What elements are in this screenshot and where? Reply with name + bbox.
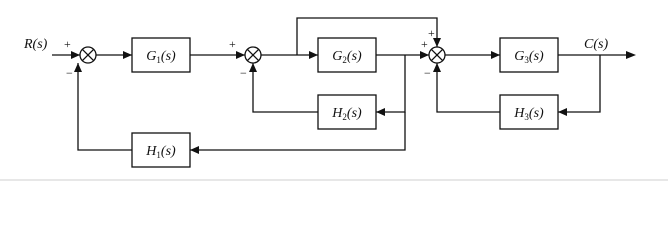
svg-text:G1(s) bbox=[146, 49, 176, 65]
s3-plus-top-sign: + bbox=[428, 26, 435, 40]
g2-arg: (s) bbox=[346, 49, 362, 64]
g1-main: G bbox=[146, 49, 157, 64]
svg-text:G2(s) bbox=[332, 49, 362, 65]
s2-minus-sign: − bbox=[240, 66, 247, 80]
block-g2 bbox=[318, 38, 376, 72]
g3-arg: (s) bbox=[528, 49, 544, 64]
wire-h2-return bbox=[253, 63, 318, 112]
svg-text:H1(s) bbox=[145, 144, 176, 160]
g3-sub: 3 bbox=[524, 55, 529, 65]
wire-h2-pickoff bbox=[376, 55, 405, 112]
block-h2 bbox=[318, 95, 376, 129]
svg-text:G3(s) bbox=[514, 49, 544, 65]
summing-junction-2 bbox=[245, 47, 261, 63]
h2-main: H bbox=[332, 106, 343, 121]
summing-junction-3 bbox=[429, 47, 445, 63]
h2-sub: 2 bbox=[342, 112, 347, 122]
arrow-into-g1 bbox=[123, 51, 132, 59]
arrow-into-h1 bbox=[190, 146, 199, 154]
s3-plus-left-sign: + bbox=[421, 37, 428, 51]
arrow-into-g3 bbox=[491, 51, 500, 59]
g1-arg: (s) bbox=[160, 49, 176, 64]
s1-plus-sign: + bbox=[64, 37, 71, 51]
arrow-into-h2 bbox=[376, 108, 385, 116]
g2-sub: 2 bbox=[342, 55, 347, 65]
wire-h3-return bbox=[437, 63, 500, 112]
arrow-into-s2 bbox=[236, 51, 245, 59]
h1-arg: (s) bbox=[160, 144, 176, 159]
h3-sub: 3 bbox=[524, 112, 529, 122]
block-g1 bbox=[132, 38, 190, 72]
h2-arg: (s) bbox=[346, 106, 362, 121]
input-label: R(s) bbox=[24, 37, 48, 52]
arrow-output bbox=[626, 51, 636, 59]
s1-minus-sign: − bbox=[66, 66, 73, 80]
svg-text:H3(s) bbox=[513, 106, 544, 122]
g1-sub: 1 bbox=[156, 55, 161, 65]
output-label: C(s) bbox=[584, 37, 609, 52]
s3-minus-sign: − bbox=[424, 66, 431, 80]
wire-h1-return bbox=[78, 63, 132, 150]
h1-main: H bbox=[146, 144, 157, 159]
block-h3 bbox=[500, 95, 558, 129]
arrow-h2-into-s2 bbox=[249, 63, 257, 72]
h3-arg: (s) bbox=[528, 106, 544, 121]
s2-plus-sign: + bbox=[229, 37, 236, 51]
arrow-into-g2 bbox=[309, 51, 318, 59]
g3-main: G bbox=[514, 49, 525, 64]
summing-junction-1 bbox=[80, 47, 96, 63]
block-h1 bbox=[132, 133, 190, 167]
h1-sub: 1 bbox=[156, 150, 161, 160]
arrow-into-s1 bbox=[71, 51, 80, 59]
wire-h3-pickoff bbox=[558, 55, 600, 112]
arrow-h1-into-s1 bbox=[74, 63, 82, 72]
h3-main: H bbox=[514, 106, 525, 121]
block-g3 bbox=[500, 38, 558, 72]
svg-text:H2(s) bbox=[331, 106, 362, 122]
g2-main: G bbox=[332, 49, 343, 64]
arrow-into-s3 bbox=[420, 51, 429, 59]
arrow-into-h3 bbox=[558, 108, 567, 116]
arrow-h3-into-s3 bbox=[433, 63, 441, 72]
